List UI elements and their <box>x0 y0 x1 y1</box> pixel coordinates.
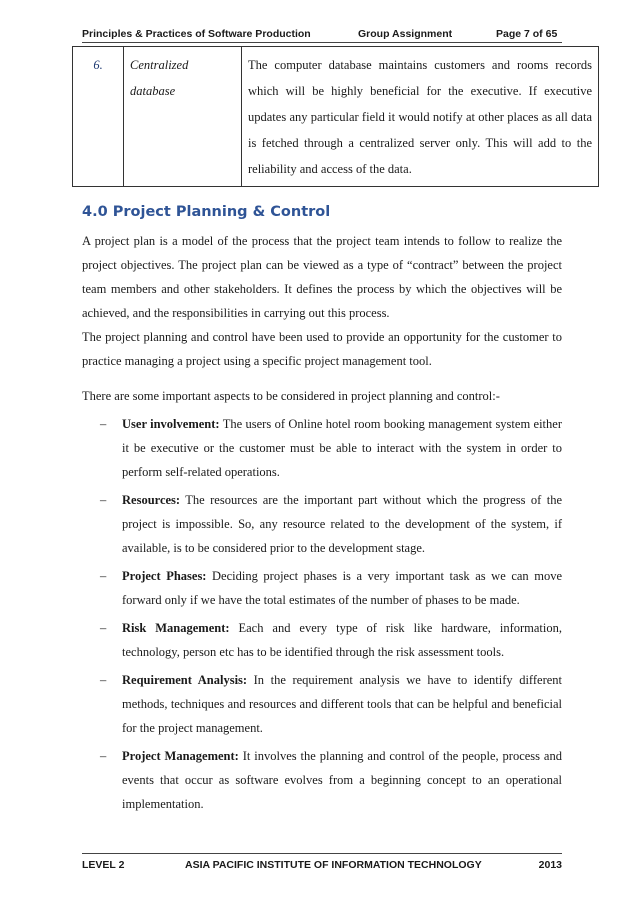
footer-year: 2013 <box>538 859 562 871</box>
list-item <box>82 744 562 816</box>
header-page-number: Page 7 of 65 <box>496 28 558 40</box>
paragraph-purpose: The project planning and control have been used to provide an opportunity for the customer to practice managing a project using a specific project management tool. <box>82 330 562 368</box>
row-number: 6. <box>73 47 124 187</box>
list-item <box>82 668 562 740</box>
item-text: The users of Online hotel room booking management system either it be executive or the customer must be able to interact with the system in order to perform self-related operations. <box>122 417 562 479</box>
list-dash: – <box>100 569 107 583</box>
item-term: User involvement: <box>122 417 220 431</box>
item-text: It involves the planning and control of the people, process and events that occur as software evolves from a beginning concept to an operational implementation. <box>122 749 562 811</box>
item-text: Deciding project phases is a very important task as we can move forward only if we have the total estimates of the number of phases to be made. <box>122 569 562 607</box>
item-term: Requirement Analysis: <box>122 673 248 687</box>
item-text: Each and every type of risk like hardware, information, technology, person etc has to be identified through the risk assessment tools. <box>122 621 562 659</box>
header-assignment-label: Group Assignment <box>358 28 453 40</box>
paragraph-intro: A project plan is a model of the process that the project team intends to follow to realize the project objectives. The project plan can be viewed as a type of “contract” between the project team members and other stakeholders. It defines the process by which the objectives will be achieved, and the responsibilities in carrying out this process. <box>82 234 562 320</box>
item-term: Project Management: <box>122 749 239 763</box>
paragraph-aspects-lead: There are some important aspects to be considered in project planning and control:- <box>82 389 500 403</box>
item-term: Project Phases: <box>122 569 207 583</box>
list-dash: – <box>100 417 107 431</box>
list-dash: – <box>100 749 107 763</box>
list-dash: – <box>100 673 107 687</box>
list-item <box>82 412 562 484</box>
features-table <box>72 46 599 187</box>
list-dash: – <box>100 621 107 635</box>
item-term: Resources: <box>122 493 181 507</box>
list-item <box>82 488 562 560</box>
header-course-title: Principles & Practices of Software Production <box>82 28 311 40</box>
row-feature-name <box>124 47 242 187</box>
footer-level: LEVEL 2 <box>82 859 125 871</box>
item-text: The resources are the important part without which the progress of the project is impossible. So, any resource related to the development of the system, if available, is to be considered prior to the development stage. <box>122 493 562 555</box>
item-term: Risk Management: <box>122 621 230 635</box>
row-feature-name-line2: database <box>130 84 176 98</box>
list-dash: – <box>100 493 107 507</box>
list-item <box>82 616 562 664</box>
aspects-list <box>82 412 562 820</box>
row-feature-name-line1: Centralized <box>130 58 189 72</box>
section-heading: 4.0 Project Planning & Control <box>82 204 331 220</box>
page-footer <box>82 853 562 874</box>
list-item <box>82 564 562 612</box>
row-description: The computer database maintains customers and rooms records which will be highly beneficial for the executive. If executive updates any particular field it would notify at other places as all data is fetched through a centralized server only. This will add to the reliability and access of the data. <box>242 47 599 187</box>
table-row <box>73 47 599 187</box>
item-text: In the requirement analysis we have to identify different methods, techniques and resources and different tools that can be helpful and beneficial for the project management. <box>122 673 563 735</box>
page-header <box>82 26 562 43</box>
footer-institute: ASIA PACIFIC INSTITUTE OF INFORMATION TECHNOLOGY <box>185 859 482 871</box>
